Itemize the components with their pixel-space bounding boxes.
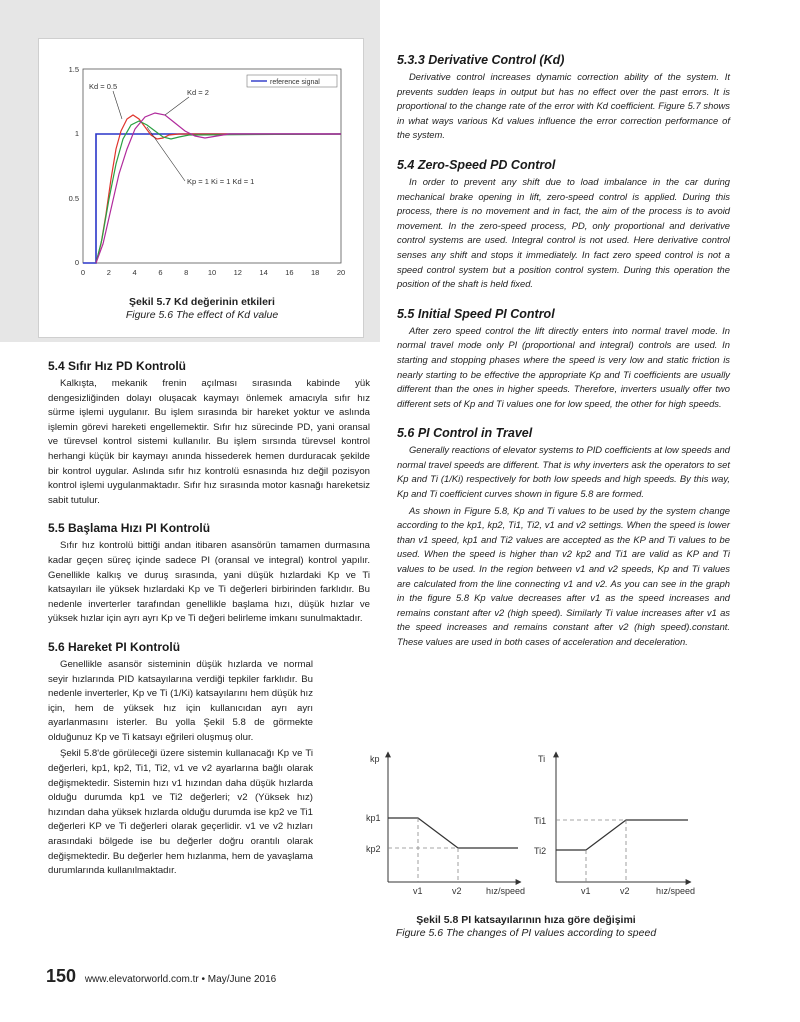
y-tick: 1.5 (68, 65, 79, 74)
paragraph: In order to prevent any shift due to load imbalance in the car during mechanical brake opening in lift, zero-speed control is applied. During this process, there is no movement and in fact, the aim of the process is to avoid movement. In the zero-speed process, PD, only proportional and derivative control systems are used. Integral control is not used. Here derivative control senses any shift and stops it immediately. In fact zero speed control is not a speed control system but a position control system. During this operation the position of the shaft is held fixed. (397, 175, 730, 290)
section-title: 5.6 Hareket PI Kontrolü (48, 639, 181, 654)
figure-caption-tr: Şekil 5.8 PI katsayılarının hıza göre değişimi (416, 914, 636, 926)
x-tick: 2 (106, 268, 111, 277)
speed-axis-label: hız/speed (486, 886, 526, 896)
x-tick: 4 (132, 268, 137, 277)
section-title: 5.3.3 Derivative Control (Kd) (397, 53, 565, 67)
kd05-pointer (113, 91, 122, 119)
kd2-label: Kd = 2 (187, 88, 209, 97)
kp-label: Kp = 1 Ki = 1 Kd = 1 (187, 177, 255, 186)
right-column (397, 52, 730, 660)
speed-axis-label: hız/speed (656, 886, 696, 896)
kd2-pointer (165, 97, 189, 115)
ti2-label: Ti2 (534, 846, 547, 856)
kp-axis-label: kp (370, 754, 380, 764)
figure-5-7 (38, 38, 364, 338)
kd-1-curve (96, 121, 341, 263)
kp-curve (388, 818, 518, 848)
reference-signal-line (83, 134, 341, 263)
paragraph: Sıfır hız kontrolü bittiği andan itibaren asansörün tamamen durmasına kadar geçen süreç içinde sadece PI (oransal ve integral) kontrol yapılır. Genellikle kalkış ve duruş sırasında, yani düşük hızlardaki Kp ve Ti katsayıları ile yüksek hızlardaki Kp ve Ti değerleri birbirinden farklıdır. Bu nedenle inverterler tarafından genellikle başlama hızı, düşük hızlar ve yüksek hızlar için ayrı ayrı Kp ve Ti değeri belirleme imkanı sunulmaktadır. (48, 540, 370, 625)
section-title: 5.4 Zero-Speed PD Control (397, 157, 556, 172)
figure-caption-tr: Şekil 5.7 Kd değerinin etkileri (129, 296, 275, 308)
kp-pointer (147, 127, 185, 181)
footer-text: www.elevatorworld.com.tr • May/June 2016 (84, 974, 277, 985)
x-tick: 10 (207, 268, 217, 277)
kp2-label: kp2 (366, 844, 381, 854)
x-tick: 16 (285, 268, 294, 277)
figure-caption-en: Figure 5.6 The changes of PI values according to speed (395, 927, 657, 939)
kd-05-curve (96, 115, 341, 263)
x-tick: 12 (233, 268, 242, 277)
legend-label: reference signal (270, 79, 320, 86)
v2-label: v2 (452, 886, 462, 896)
x-tick: 18 (311, 268, 320, 277)
x-tick: 6 (158, 268, 163, 277)
ti1-label: Ti1 (534, 816, 547, 826)
page-footer (46, 966, 276, 987)
page-number: 150 (46, 966, 77, 986)
pi-speed-diagram (346, 744, 736, 914)
paragraph: Kalkışta, mekanik frenin açılması sırasında kabinde yük dengesizliğinden dolayı oluşacak kaymayı önlemek amacıyla sıfır hız sürme işlemi uygulanır. Bu işlem sırasında bir hareket yoktur ve aslında işlemin görevi hareketi engellemektir. Sıfır hız sürecinde PD, yani oransal ve türevsel kontrol sistemi kullanılır. Bu işlem sırsında türevsel kontrol herhangi küçük bir kaymayı anında hissederek hemen durduracak şekilde bir kontrol uygular. Aslında sıfır hız kontrolü esnasında hız değil pozisyon kontrol işlemi uygulanmaktadır. Sıfır hız sırasında motor kasnağı hareketsiz sabit tutulur. (48, 378, 370, 506)
ti-axis-label: Ti (538, 754, 546, 764)
section-title: 5.4 Sıfır Hız PD Kontrolü (48, 359, 187, 373)
kp1-label: kp1 (366, 813, 381, 823)
section-title: 5.5 Başlama Hızı PI Kontrolü (48, 521, 211, 536)
paragraph: As shown in Figure 5.8, Kp and Ti values to be used by the system change according to the kp1, kp2, Ti1, Ti2, v1 and v2 settings. When the speed is lower than v1 speed, kp1 and Ti2 values are accepted as the KP and Ti values to be used. When the speed is higher than v2 kp2 and Ti1 are valid as KP and Ti values to be used. In the region between v1 and v2 speeds, Kp and Ti values are calculated from the line connecting v1 and v2. As you can see in the graph in the figure 5.8 Kp value decreases after v1 as the speed increases and remains constant after v2 (high speed). Similarly Ti value increases after v1 as the speed increases and remains constant after v2 (high speed).constant. These values are used in both cases of acceleration and deceleration. (397, 504, 730, 647)
paragraph: After zero speed control the lift directly enters into normal travel mode. In normal travel mode only PI (proportional and integral) controls are used. In starting and stopping phases where the speed is very low and static friction is nearly starting to be effective the appropriate Kp and Ti coefficients are usually different than the ones in higher speeds. Therefore, inverters usually offer two different sets of Kp and Ti values one for low speed, the other for high speeds. (397, 324, 730, 409)
x-tick: 20 (336, 268, 346, 277)
section-title: 5.5 Initial Speed PI Control (397, 306, 555, 321)
v1-label: v1 (413, 886, 423, 896)
paragraph: Genellikle asansör sisteminin düşük hızlarda ve normal seyir hızlarında PID katsayılarına verdiği tepkiler farklıdır. Bu nedenle inverterler, Kp ve Ti (1/Ki) katsayılarını hem düşük hız için, hem de yüksek hız için kullanıcıdan ayrı ayrı ayarlanmasını isterler. Bu yolla Şekil 5.8 de görmekte olduğunuz Kp ve Ti katsayı eğrileri oluşmuş olur. (48, 658, 313, 743)
y-tick: 0.5 (68, 194, 79, 203)
paragraph: Şekil 5.8'de görüleceği üzere sistemin kullanacağı Kp ve Ti değerleri, kp1, kp2, Ti1, Ti2, v1 ve v2 ayarlarına bağlı olarak değişmektedir. Sistemin hızı v1 hızından daha düşük hızlarda olduğu durumda kp1 ve Ti2 değerleri; v2 (Yüksek hız) hızından daha yüksek hızlarda olduğu durumda ise kp2 ve Ti1 değerleri KP ve Ti değerleri olarak geçerlidir. v1 ve v2 hızları arasındaki bölgede ise bu değerler doğru orantılı olarak değişmektedir. Bu değerler hem hızlanma, hem de yavaşlama durumlarında kullanılmaktadır. (48, 748, 313, 877)
x-tick: 8 (184, 268, 189, 277)
section-title: 5.6 PI Control in Travel (397, 426, 533, 441)
kd-response-chart (39, 39, 365, 339)
paragraph: Derivative control increases dynamic correction ability of the system. It prevents sudden leaps in output but has no effect over the past errors. It is proportional to the change rate of the error with Kd coefficient. Figure 5.7 shows in what ways various Kd values influence the error correction performance of the system. (397, 71, 730, 141)
x-tick: 0 (80, 268, 86, 277)
kd-2-curve (96, 113, 341, 263)
figure-caption-en: Figure 5.6 The effect of Kd value (125, 309, 279, 321)
y-tick: 0 (74, 258, 79, 267)
figure-5-8 (346, 744, 736, 944)
paragraph: Generally reactions of elevator systems to PID coefficients at low speeds and normal travel speeds are different. That is why inverters ask the operators to set Kp and Ti (1/Ki) respectively for both low speeds and high speeds. By this way, Kp and Ti coefficient curves shown in figure 5.8 are formed. (397, 444, 730, 500)
v2-label: v2 (620, 886, 630, 896)
v1-label: v1 (581, 886, 591, 896)
x-tick: 14 (259, 268, 268, 277)
left-column (48, 358, 370, 891)
y-tick: 1 (74, 129, 79, 138)
ti-curve (556, 820, 688, 850)
kd05-label: Kd = 0.5 (89, 82, 118, 91)
